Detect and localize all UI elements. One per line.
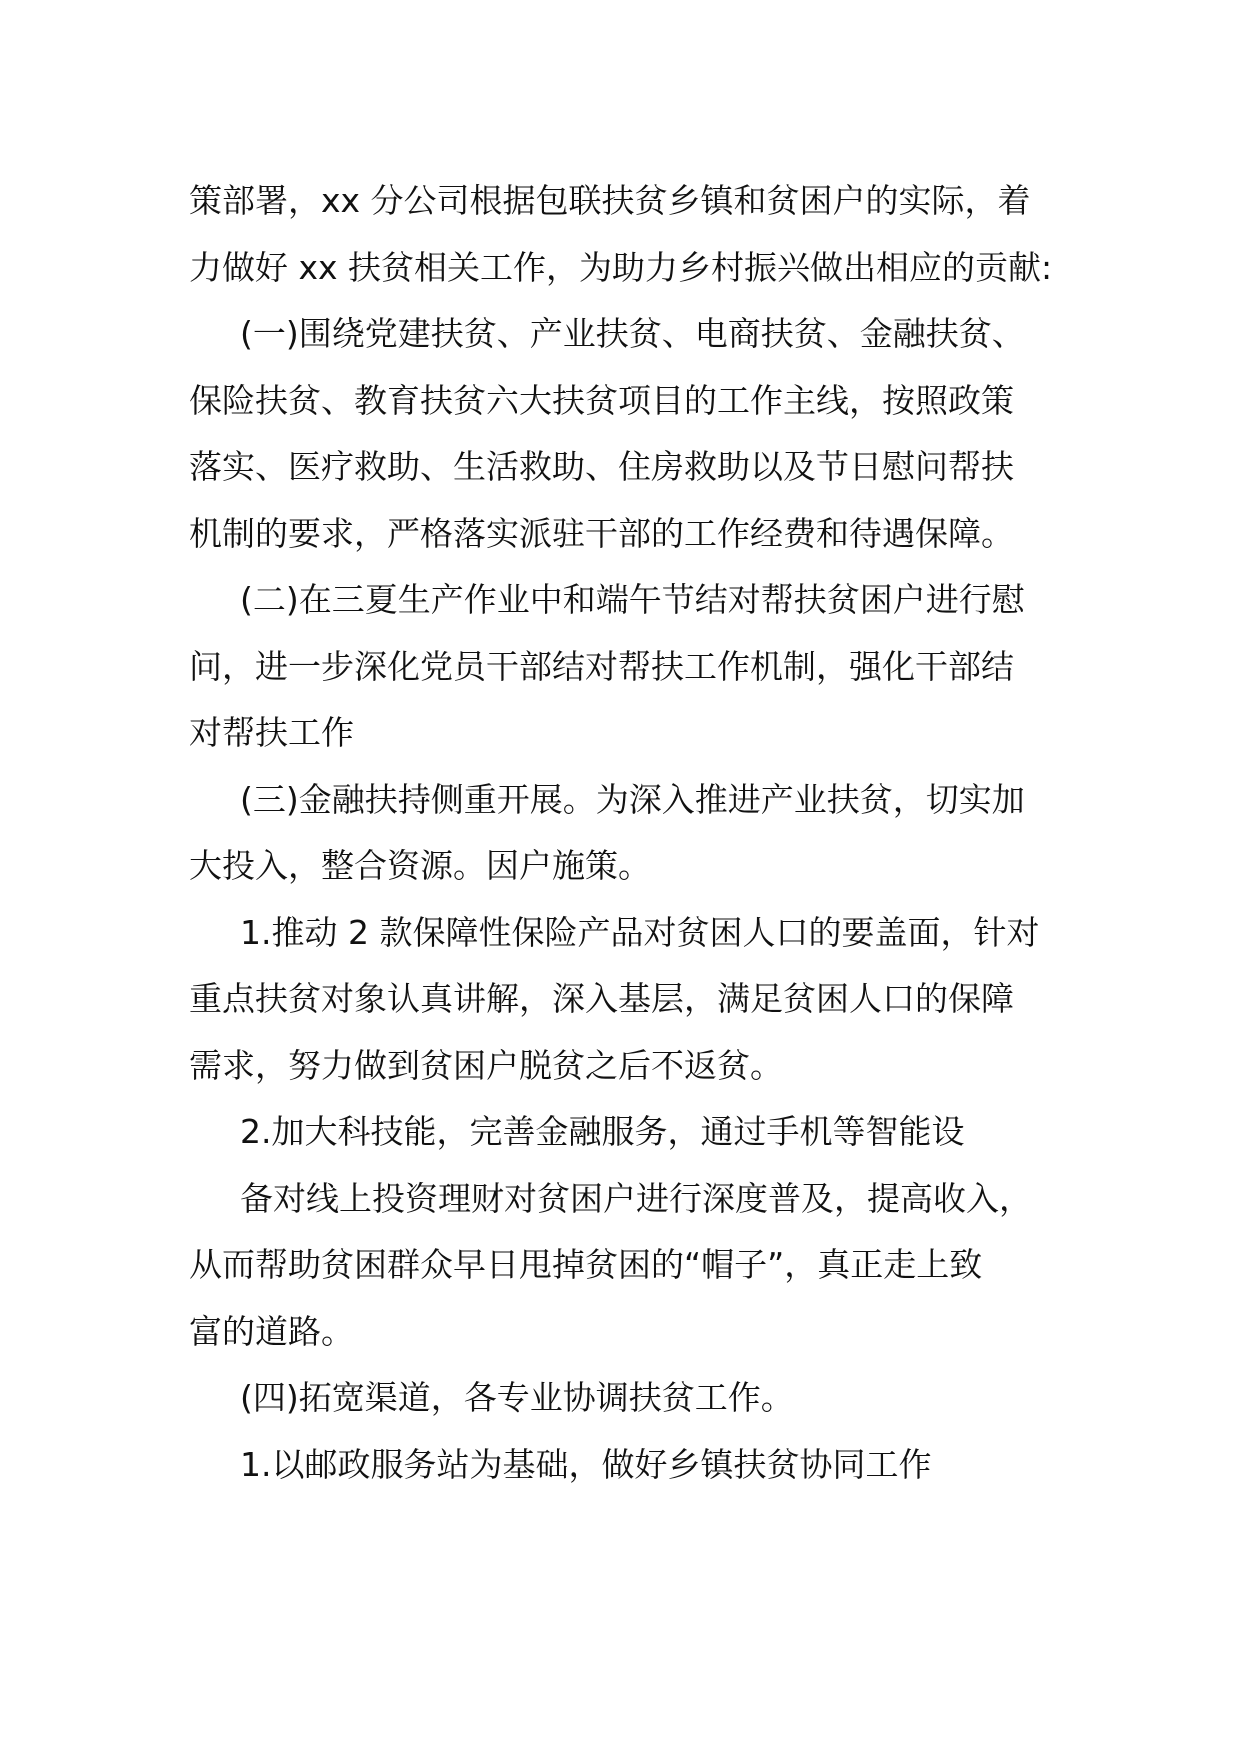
text-line: (一)围绕党建扶贫、产业扶贫、电商扶贫、金融扶贫、 — [240, 314, 1025, 353]
text-line: 1.推动 2 款保障性保险产品对贫困人口的要盖面，针对 — [240, 912, 1040, 952]
text-line: 大投入，整合资源。因户施策。 — [189, 846, 651, 885]
text-line: 问，进一步深化党员干部结对帮扶工作机制，强化干部结 — [189, 646, 1014, 686]
text-line: 1.以邮政服务站为基础，做好乡镇扶贫协同工作 — [240, 1444, 932, 1484]
text-line: 需求，努力做到贫困户脱贫之后不返贫。 — [189, 1045, 783, 1085]
text-line: 备对线上投资理财对贫困户进行深度普及，提高收入， — [240, 1178, 1032, 1218]
text-line: 对帮扶工作 — [189, 713, 354, 752]
text-line: (二)在三夏生产作业中和端午节结对帮扶贫困户进行慰 — [240, 580, 1025, 619]
document-body — [189, 168, 1069, 1498]
text-line: 重点扶贫对象认真讲解，深入基层，满足贫困人口的保障 — [189, 979, 1014, 1018]
text-line: 策部署，xx 分公司根据包联扶贫乡镇和贫困户的实际，着 — [189, 181, 1031, 220]
text-line: (四)拓宽渠道，各专业协调扶贫工作。 — [240, 1378, 794, 1417]
text-line: 2.加大科技能，完善金融服务，通过手机等智能设 — [240, 1112, 965, 1151]
text-line: 保险扶贫、教育扶贫六大扶贫项目的工作主线，按照政策 — [189, 380, 1014, 420]
text-line: 从而帮助贫困群众早日甩掉贫困的“帽子”，真正走上致 — [189, 1245, 983, 1284]
text-line: 富的道路。 — [189, 1311, 354, 1351]
text-line: 机制的要求，严格落实派驻干部的工作经费和待遇保障。 — [189, 513, 1014, 553]
text-line: (三)金融扶持侧重开展。为深入推进产业扶贫，切实加 — [240, 779, 1025, 819]
text-line: 落实、医疗救助、生活救助、住房救助以及节日慰问帮扶 — [189, 447, 1014, 486]
text-line: 力做好 xx 扶贫相关工作，为助力乡村振兴做出相应的贡献: — [189, 247, 1053, 287]
